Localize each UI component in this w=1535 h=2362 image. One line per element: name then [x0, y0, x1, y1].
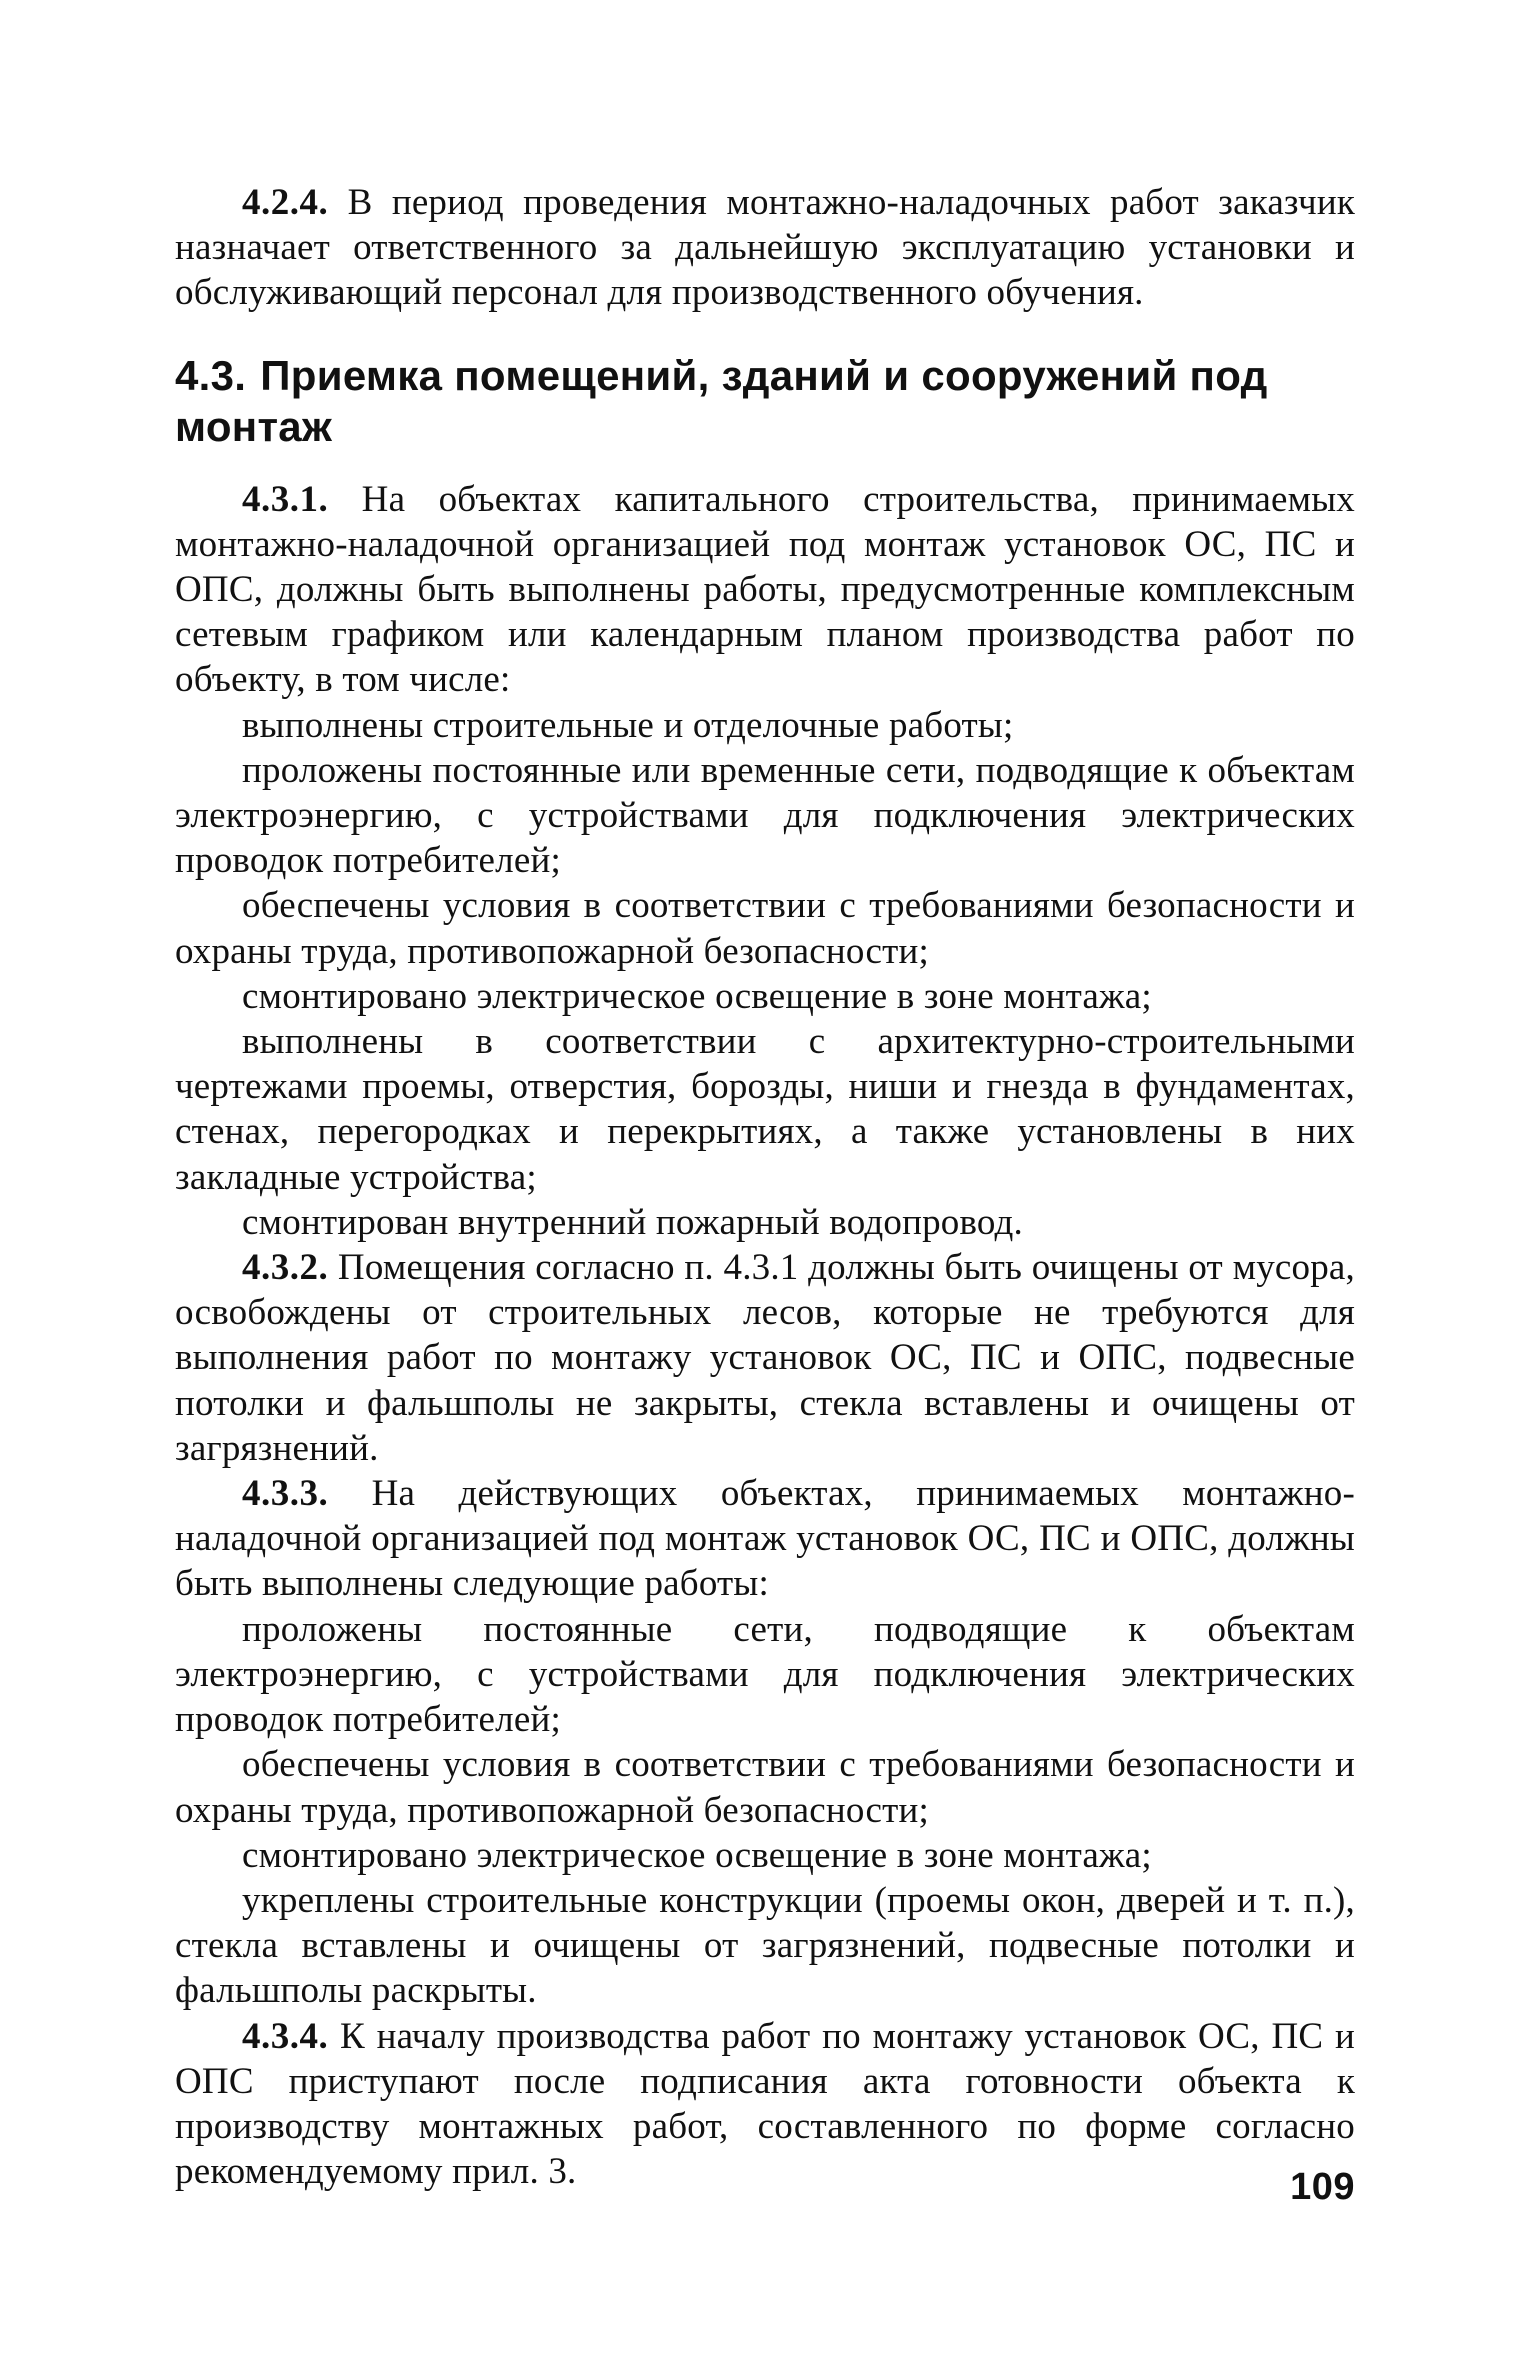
list-item: выполнены строительные и отделочные работы;	[242, 704, 1014, 746]
paragraph-text: Помещения согласно п. 4.3.1 должны быть очищены от мусора, освобождены от строительных лесов, которые не требуются для выполнения работ по монтажу установок ОС, ПС и ОПС, подвесные потолки и фальшполы не закрыты, стекла вставлены и очищены от загрязнений.	[175, 1247, 1355, 1469]
document-page	[175, 180, 1355, 2280]
paragraph-number: 4.3.4.	[242, 2015, 329, 2057]
list-item: смонтировано электрическое освещение в зоне монтажа;	[242, 975, 1152, 1017]
list-item: обеспечены условия в соответствии с требованиями безопасности и охраны труда, противопожарной безопасности;	[175, 1744, 1355, 1831]
list-item: проложены постоянные или временные сети, подводящие к объектам электроэнергию, с устройствами для подключения электрических проводок потребителей;	[175, 749, 1355, 882]
paragraph-number: 4.3.1.	[242, 478, 329, 520]
paragraph-4-3-4	[175, 2014, 1355, 2195]
section-number: 4.3.	[175, 351, 247, 399]
page-number: 109	[1290, 2166, 1355, 2208]
paragraph-text: В период проведения монтажно-наладочных работ заказчик назначает ответственного за дальнейшую эксплуатацию установки и обслуживающий персонал для производственного обучения.	[175, 182, 1355, 314]
list-item: проложены постоянные сети, подводящие к объектам электроэнергию, с устройствами для подключения электрических проводок потребителей;	[175, 1608, 1355, 1741]
paragraph-number: 4.2.4.	[242, 182, 329, 223]
list-item: смонтирован внутренний пожарный водопровод.	[242, 1201, 1024, 1243]
paragraph-4-2-4	[175, 180, 1355, 316]
paragraph-number: 4.3.3.	[242, 1473, 329, 1515]
list-item: обеспечены условия в соответствии с требованиями безопасности и охраны труда, противопожарной безопасности;	[175, 885, 1355, 972]
paragraph-text: На объектах капитального строительства, принимаемых монтажно-наладочной организацией под монтаж установок ОС, ПС и ОПС, должны быть выполнены работы, предусмотренные комплексным сетевым графиком или календарным планом производства работ по объекту, в том числе:	[175, 478, 1355, 701]
list-item: укреплены строительные конструкции (проемы окон, дверей и т. п.), стекла вставлены и очищены от загрязнений, подвесные потолки и фальшполы раскрыты.	[175, 1879, 1355, 2012]
paragraph-4-3-2	[175, 1245, 1355, 1471]
paragraph-number: 4.3.2.	[242, 1247, 329, 1289]
paragraph-4-3-3	[175, 1471, 1355, 1607]
list-item: выполнены в соответствии с архитектурно-строительными чертежами проемы, отверстия, борозды, ниши и гнезда в фундаментах, стенах, перегородках и перекрытиях, а также установлены в них закладные устройства;	[175, 1021, 1355, 1198]
paragraph-4-3-1	[175, 477, 1355, 703]
section-heading	[175, 350, 1355, 452]
paragraph-text: К началу производства работ по монтажу установок ОС, ПС и ОПС приступают после подписания акта готовности объекта к производству монтажных работ, составленного по форме согласно рекомендуемому прил. 3.	[175, 2015, 1355, 2193]
paragraph-text: На действующих объектах, принимаемых монтажно-наладочной организацией под монтаж установок ОС, ПС и ОПС, должны быть выполнены следующие работы:	[175, 1473, 1355, 1605]
section-title: Приемка помещений, зданий и сооружений под монтаж	[175, 351, 1268, 450]
list-item: смонтировано электрическое освещение в зоне монтажа;	[242, 1834, 1152, 1876]
